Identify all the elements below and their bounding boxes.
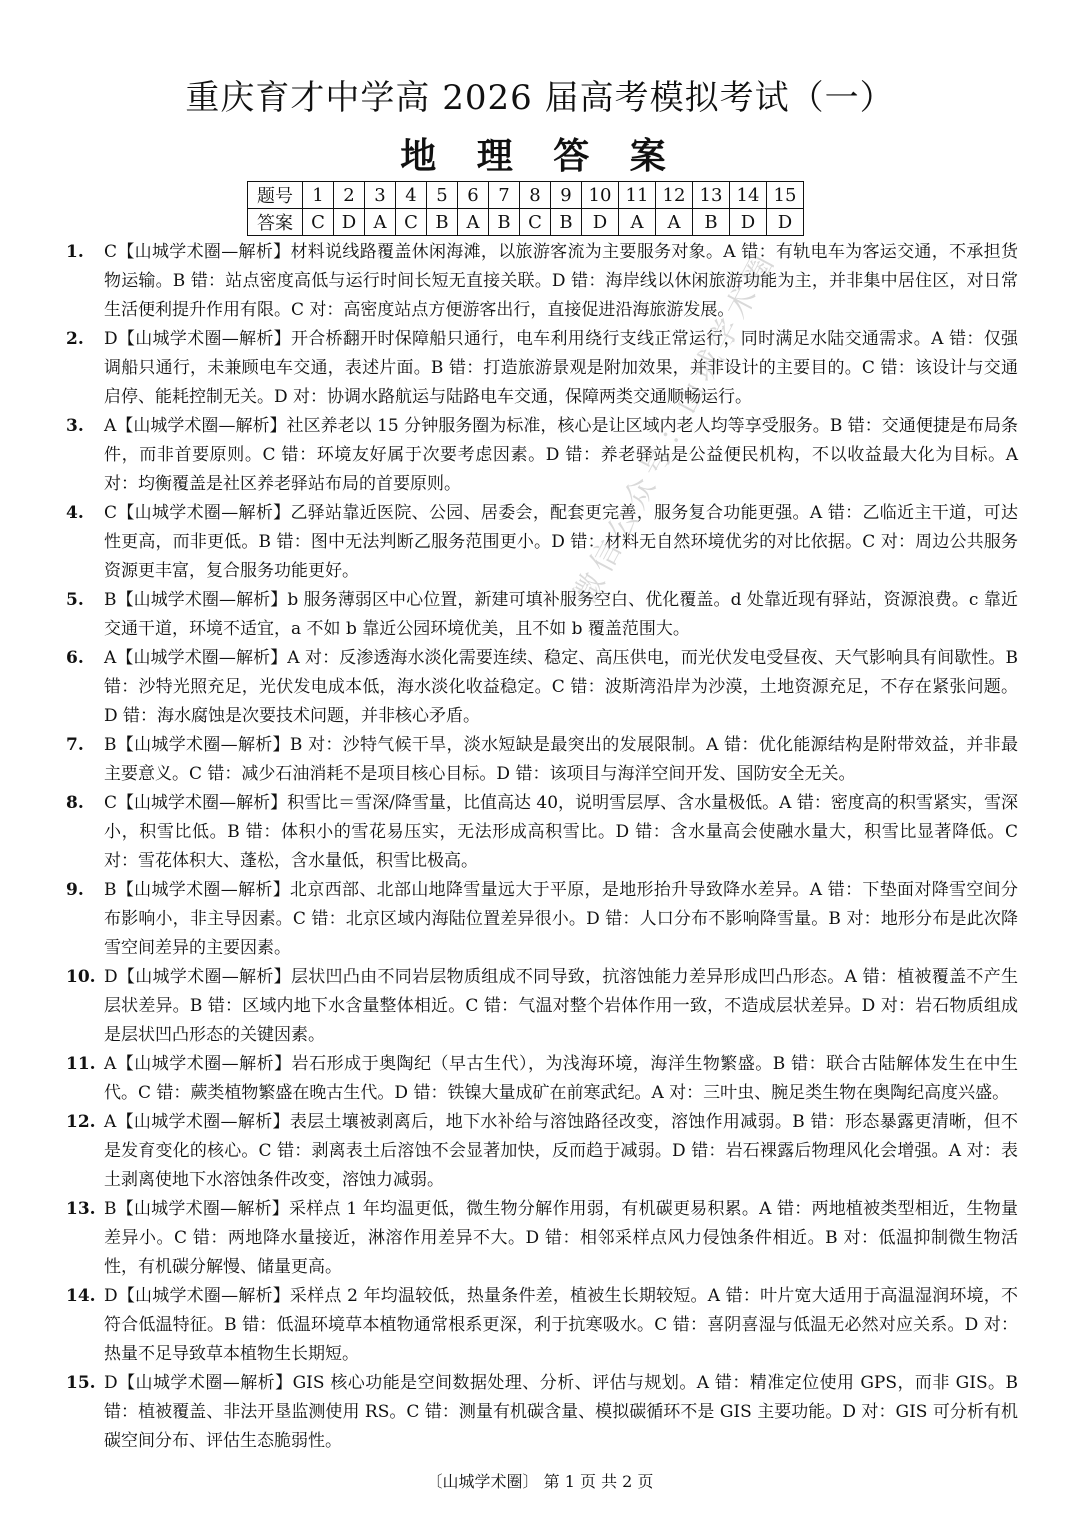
explanation-item (66, 731, 1018, 789)
question-number-cell: 10 (582, 182, 619, 209)
item-number: 13. (66, 1199, 96, 1219)
item-number: 9. (66, 880, 84, 900)
item-number: 2. (66, 329, 84, 349)
answer-cell: D (730, 209, 767, 236)
question-number-cell: 4 (396, 182, 427, 209)
item-text: D【山城学术圈—解析】层状凹凸由不同岩层物质组成不同导致，抗溶蚀能力差异形成凹凸形态。A 错：植被覆盖不产生层状差异。B 错：区域内地下水含量整体相近。C 错：气温对整个岩体作用一致，不造成层状差异。D 对：岩石物质组成是层状凹凸形态的关键因素。 (104, 967, 1018, 1045)
item-text: B【山城学术圈—解析】B 对：沙特气候干旱，淡水短缺是最突出的发展限制。A 错：优化能源结构是附带效益，并非最主要意义。C 错：减少石油消耗不是项目核心目标。D 错：该项目与海洋空间开发、国防安全无关。 (104, 735, 1018, 784)
question-number-cell: 8 (520, 182, 551, 209)
item-number: 3. (66, 416, 84, 436)
answer-table-number-row (248, 182, 804, 209)
answer-table-answer-row (248, 209, 804, 236)
question-number-cell: 3 (365, 182, 396, 209)
item-number: 1. (66, 242, 84, 262)
answer-explanations (66, 238, 1018, 1456)
item-text: A【山城学术圈—解析】社区养老以 15 分钟服务圈为标准，核心是让区域内老人均等享受服务。B 错：交通便捷是布局条件，而非首要原则。C 错：环境友好属于次要考虑因素。D 错：养老驿站是公益便民机构，不以收益最大化为目标。A 对：均衡覆盖是社区养老驿站布局的首要原则。 (104, 416, 1018, 494)
answer-cell: D (767, 209, 804, 236)
item-number: 5. (66, 590, 84, 610)
answer-cell: B (551, 209, 582, 236)
explanation-item (66, 789, 1018, 876)
answer-cell: A (656, 209, 693, 236)
explanation-item (66, 1369, 1018, 1456)
answer-cell: B (427, 209, 458, 236)
item-text: B【山城学术圈—解析】b 服务薄弱区中心位置，新建可填补服务空白、优化覆盖。d 处靠近现有驿站，资源浪费。c 靠近交通干道，环境不适宜，a 不如 b 靠近公园环境优美，且不如 b 覆盖范围大。 (104, 590, 1018, 639)
item-text: C【山城学术圈—解析】积雪比＝雪深/降雪量，比值高达 40，说明雪层厚、含水量极低。A 错：密度高的积雪紧实，雪深小，积雪比低。B 错：体积小的雪花易压实，无法形成高积雪比。D 错：含水量高会使融水量大，积雪比显著降低。C 对：雪花体积大、蓬松，含水量低，积雪比极高。 (104, 793, 1018, 871)
item-text: A【山城学术圈—解析】岩石形成于奥陶纪（早古生代），为浅海环境，海洋生物繁盛。B 错：联合古陆解体发生在中生代。C 错：蕨类植物繁盛在晚古生代。D 错：铁镍大量成矿在前寒武纪。A 对：三叶虫、腕足类生物在奥陶纪高度兴盛。 (104, 1054, 1018, 1103)
explanation-item (66, 412, 1018, 499)
explanation-item (66, 586, 1018, 644)
explanation-item (66, 644, 1018, 731)
item-text: D【山城学术圈—解析】开合桥翻开时保障船只通行，电车利用绕行支线正常运行，同时满足水陆交通需求。A 错：仅强调船只通行，未兼顾电车交通，表述片面。B 错：打造旅游景观是附加效果，并非设计的主要目的。C 错：该设计与交通启停、能耗控制无关。D 对：协调水路航运与陆路电车交通，保障两类交通顺畅运行。 (104, 329, 1018, 407)
page-title: 重庆育才中学高 2026 届高考模拟考试（一） (185, 78, 895, 118)
item-text: C【山城学术圈—解析】材料说线路覆盖休闲海滩，以旅游客流为主要服务对象。A 错：有轨电车为客运交通，不承担货物运输。B 错：站点密度高低与运行时间长短无直接关联。D 错：海岸线以休闲旅游功能为主，并非集中居住区，对日常生活便利提升作用有限。C 对：高密度站点方便游客出行，直接促进沿海旅游发展。 (104, 242, 1018, 320)
item-number: 15. (66, 1373, 96, 1393)
question-number-cell: 2 (334, 182, 365, 209)
answer-cell: B (489, 209, 520, 236)
answer-cell: C (520, 209, 551, 236)
item-number: 11. (66, 1054, 96, 1074)
question-number-cell: 15 (767, 182, 804, 209)
answer-table (247, 181, 804, 236)
explanation-item (66, 1050, 1018, 1108)
explanation-item (66, 1108, 1018, 1195)
watermark: 微信公众号：山城学术圈 (567, 244, 784, 611)
item-text: C【山城学术圈—解析】乙驿站靠近医院、公园、居委会，配套更完善，服务复合功能更强。A 错：乙临近主干道，可达性更高，而非更低。B 错：图中无法判断乙服务范围更小。D 错：材料无自然环境优劣的对比依据。C 对：周边公共服务资源更丰富，复合服务功能更好。 (104, 503, 1018, 581)
item-number: 10. (66, 967, 96, 987)
answer-cell: B (693, 209, 730, 236)
item-text: A【山城学术圈—解析】A 对：反渗透海水淡化需要连续、稳定、高压供电，而光伏发电受昼夜、天气影响具有间歇性。B 错：沙特光照充足，光伏发电成本低，海水淡化收益稳定。C 错：波斯湾沿岸为沙漠，土地资源充足，不存在紧张问题。D 错：海水腐蚀是次要技术问题，并非核心矛盾。 (104, 648, 1018, 726)
item-number: 8. (66, 793, 84, 813)
question-number-cell: 5 (427, 182, 458, 209)
item-text: A【山城学术圈—解析】表层土壤被剥离后，地下水补给与溶蚀路径改变，溶蚀作用减弱。B 错：形态暴露更清晰，但不是发育变化的核心。C 错：剥离表土后溶蚀不会显著加快，反而趋于减弱。D 错：岩石裸露后物理风化会增强。A 对：表土剥离使地下水溶蚀条件改变，溶蚀力减弱。 (104, 1112, 1018, 1190)
explanation-item (66, 1282, 1018, 1369)
answer-cell: D (334, 209, 365, 236)
item-number: 12. (66, 1112, 96, 1132)
question-number-cell: 13 (693, 182, 730, 209)
item-text: D【山城学术圈—解析】GIS 核心功能是空间数据处理、分析、评估与规划。A 错：精准定位使用 GPS，而非 GIS。B 错：植被覆盖、非法开垦监测使用 RS。C 错：测量有机碳含量、模拟碳循环不是 GIS 主要功能。D 对：GIS 可分析有机碳空间分布、评估生态脆弱性。 (104, 1373, 1018, 1451)
item-number: 4. (66, 503, 84, 523)
item-text: B【山城学术圈—解析】北京西部、北部山地降雪量远大于平原，是地形抬升导致降水差异。A 错：下垫面对降雪空间分布影响小，非主导因素。C 错：北京区域内海陆位置差异很小。D 错：人口分布不影响降雪量。B 对：地形分布是此次降雪空间差异的主要因素。 (104, 880, 1018, 958)
page-footer: 〔山城学术圈〕 第 1 页 共 2 页 (426, 1472, 654, 1491)
explanation-item (66, 876, 1018, 963)
answer-cell: A (619, 209, 656, 236)
answer-cell: A (365, 209, 396, 236)
answer-cell: C (303, 209, 334, 236)
explanation-item (66, 1195, 1018, 1282)
explanation-item (66, 325, 1018, 412)
item-number: 14. (66, 1286, 96, 1306)
item-text: D【山城学术圈—解析】采样点 2 年均温较低，热量条件差，植被生长期较短。A 错：叶片宽大适用于高温湿润环境，不符合低温特征。B 错：低温环境草本植物通常根系更深，利于抗寒吸水。C 错：喜阴喜湿与低温无必然对应关系。D 对：热量不足导致草本植物生长期短。 (104, 1286, 1018, 1364)
explanation-item (66, 499, 1018, 586)
answer-cell: C (396, 209, 427, 236)
answer-cell: D (582, 209, 619, 236)
question-number-cell: 7 (489, 182, 520, 209)
item-number: 6. (66, 648, 84, 668)
question-number-cell: 11 (619, 182, 656, 209)
answer-table-row1-label: 题号 (248, 182, 303, 209)
question-number-cell: 1 (303, 182, 334, 209)
explanation-item (66, 238, 1018, 325)
page-subtitle: 地 理 答 案 (400, 135, 680, 177)
explanation-item (66, 963, 1018, 1050)
question-number-cell: 9 (551, 182, 582, 209)
answer-cell: A (458, 209, 489, 236)
question-number-cell: 6 (458, 182, 489, 209)
question-number-cell: 14 (730, 182, 767, 209)
item-text: B【山城学术圈—解析】采样点 1 年均温更低，微生物分解作用弱，有机碳更易积累。A 错：两地植被类型相近，生物量差异小。C 错：两地降水量接近，淋溶作用差异不大。D 错：相邻采样点风力侵蚀条件相近。B 对：低温抑制微生物活性，有机碳分解慢、储量更高。 (104, 1199, 1018, 1277)
answer-table-row2-label: 答案 (248, 209, 303, 236)
question-number-cell: 12 (656, 182, 693, 209)
item-number: 7. (66, 735, 84, 755)
